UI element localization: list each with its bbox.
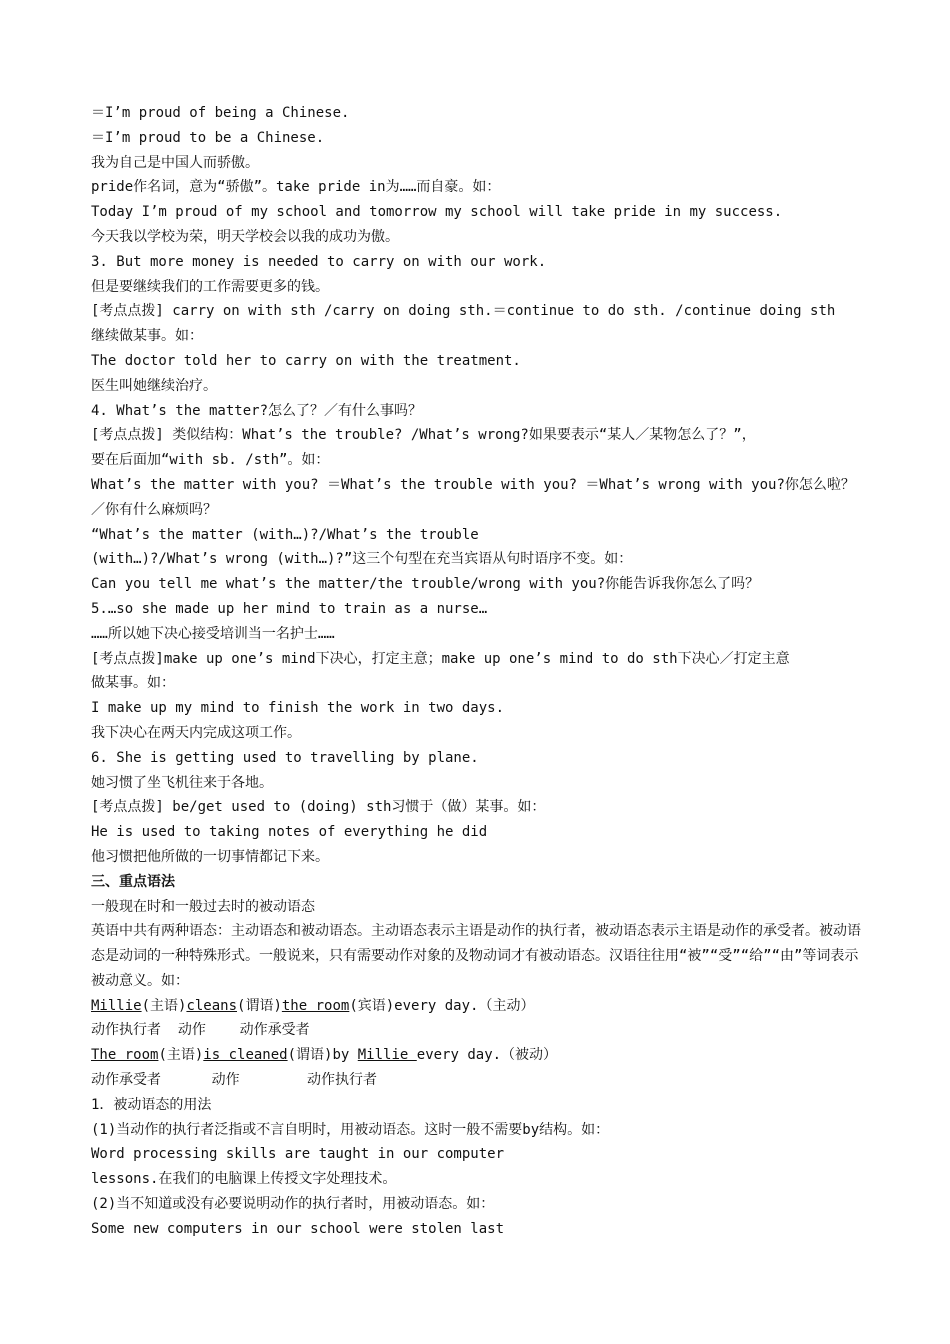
example-object: the room xyxy=(281,997,350,1014)
text-line: 1．被动语态的用法 xyxy=(91,1096,212,1113)
text-line: 但是要继续我们的工作需要更多的钱。 xyxy=(91,278,329,295)
section-subheading: 一般现在时和一般过去时的被动语态 xyxy=(91,898,315,915)
active-roles: 动作执行者 动作 动作承受者 xyxy=(91,1022,310,1039)
text-line: ／你有什么麻烦吗？ xyxy=(91,501,217,518)
text-line: ……所以她下决心接受培训当一名护士…… xyxy=(91,625,335,642)
text-line: [考点点拨] carry on with sth /carry on doing sth.＝continue to do sth. /continue doing sth xyxy=(91,303,836,320)
example-subject: The room xyxy=(91,1047,159,1064)
text-line: 6. She is getting used to travelling by plane. xyxy=(91,749,479,766)
text-line: Word processing skills are taught in our computer xyxy=(91,1146,505,1163)
text-line: 4. What’s the matter?怎么了？／有什么事吗？ xyxy=(91,402,423,419)
text-line: 我为自己是中国人而骄傲。 xyxy=(91,154,259,171)
example-verb-note: (谓语) xyxy=(287,1047,333,1064)
text-line: 医生叫她继续治疗。 xyxy=(91,377,217,394)
section-heading: 三、重点语法 xyxy=(91,873,175,890)
text-line: lessons.在我们的电脑课上传授文字处理技术。 xyxy=(91,1171,397,1188)
grammar-paragraph: 英语中共有两种语态：主动语态和被动语态。主动语态表示主语是动作的执行者，被动语态表示主语是动作的承受者。被动语态是动词的一种特殊形式。一般说来，只有需要动作对象的及物动词才有被动语态。汉语往往用“被”“受”“给”“由”等词表示被动意义。如： xyxy=(91,923,861,989)
text-line: (2)当不知道或没有必要说明动作的执行者时，用被动语态。如： xyxy=(91,1196,495,1213)
example-subject: Millie xyxy=(91,997,142,1014)
example-agent: Millie xyxy=(357,1047,417,1064)
text-line: pride作名词，意为“骄傲”。take pride in为……而自豪。如： xyxy=(91,179,501,196)
text-line: The doctor told her to carry on with the treatment. xyxy=(91,352,521,369)
text-line: (1)当动作的执行者泛指或不言自明时，用被动语态。这时一般不需要by结构。如： xyxy=(91,1121,610,1138)
text-line: I make up my mind to finish the work in two days. xyxy=(91,700,505,717)
text-line: 做某事。如： xyxy=(91,675,175,692)
text-line: [考点点拨]make up one’s mind下决心，打定主意；make up one’s mind to do sth下决心／打定主意 xyxy=(91,650,790,667)
example-subject-note: (主语) xyxy=(141,997,187,1014)
text-line: 要在后面加“with sb. /sth”。如： xyxy=(91,452,330,469)
text-line: Today I’m proud of my school and tomorrow my school will take pride in my success. xyxy=(91,204,783,221)
document-body xyxy=(91,101,866,1242)
text-line: 5.…so she made up her mind to train as a nurse… xyxy=(91,600,488,617)
example-rest: every day.（主动） xyxy=(394,997,535,1014)
text-line: (with…)?/What’s wrong (with…)?”这三个句型在充当宾语从句时语序不变。如： xyxy=(91,551,633,568)
example-verb: is cleaned xyxy=(203,1047,288,1064)
active-voice-example xyxy=(91,994,866,1019)
text-line: 他习惯把他所做的一切事情都记下来。 xyxy=(91,848,329,865)
text-line: 今天我以学校为荣，明天学校会以我的成功为傲。 xyxy=(91,228,399,245)
example-rest: every day.（被动） xyxy=(416,1047,558,1064)
text-line: [考点点拨] 类似结构：What’s the trouble? /What’s wrong?如果要表示“某人／某物怎么了？”， xyxy=(91,427,756,444)
text-line: 继续做某事。如： xyxy=(91,328,203,345)
passive-voice-example xyxy=(91,1043,866,1068)
example-by: by xyxy=(332,1047,358,1064)
text-line: 我下决心在两天内完成这项工作。 xyxy=(91,724,301,741)
text-line: [考点点拨] be/get used to (doing) sth习惯于（做）某事。如： xyxy=(91,799,546,816)
text-line: ＝I’m proud of being a Chinese. xyxy=(91,105,350,121)
example-subject-note: (主语) xyxy=(158,1047,204,1064)
text-line: 她习惯了坐飞机往来于各地。 xyxy=(91,774,273,791)
example-object-note: (宾语) xyxy=(349,997,395,1014)
text-line: What’s the matter with you? ＝What’s the trouble with you? ＝What’s wrong with you?你怎么啦？ xyxy=(91,476,855,493)
text-line: Some new computers in our school were stolen last xyxy=(91,1220,505,1237)
example-verb: cleans xyxy=(186,997,238,1014)
text-line: He is used to taking notes of everything he did xyxy=(91,824,488,841)
example-verb-note: (谓语) xyxy=(237,997,282,1014)
passive-roles: 动作承受者 动作 动作执行者 xyxy=(91,1072,378,1089)
text-line: 3. But more money is needed to carry on with our work. xyxy=(91,253,547,270)
text-line: Can you tell me what’s the matter/the trouble/wrong with you?你能告诉我你怎么了吗？ xyxy=(91,576,760,593)
text-line: ＝I’m proud to be a Chinese. xyxy=(91,129,325,146)
text-line: “What’s the matter (with…)?/What’s the trouble xyxy=(91,526,479,543)
